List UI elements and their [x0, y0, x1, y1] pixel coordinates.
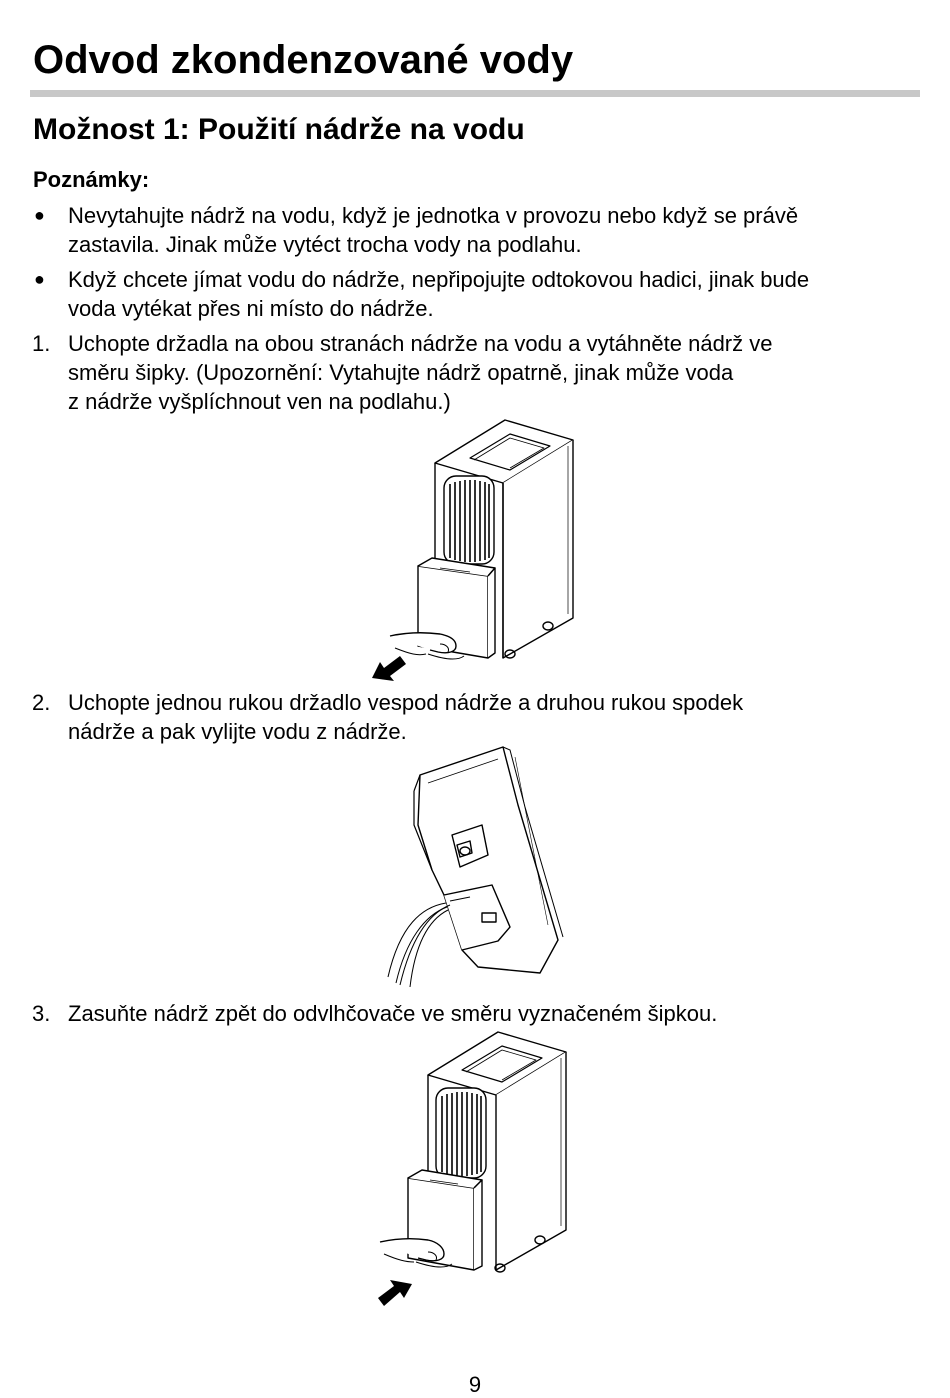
bullet-icon: ● — [34, 269, 45, 289]
notes-label: Poznámky: — [33, 167, 150, 192]
step-item — [30, 329, 930, 416]
note-line: zastavila. Jinak může vytéct trocha vody na podlahu. — [68, 232, 582, 257]
step-number: 2. — [32, 690, 51, 715]
note-line: Nevytahujte nádrž na vodu, když je jednotka v provozu nebo když se právě — [68, 203, 799, 228]
page-number: 9 — [468, 1372, 482, 1397]
step-line: Zasuňte nádrž zpět do odvlhčovače ve směru vyznačeném šipkou. — [68, 1001, 718, 1026]
note-item — [30, 265, 930, 323]
step-line: Uchopte držadla na obou stranách nádrže na vodu a vytáhněte nádrž ve — [68, 331, 773, 356]
title-divider — [30, 90, 920, 97]
step-line: z nádrže vyšplíchnout ven na podlahu.) — [68, 389, 451, 414]
note-line: voda vytékat přes ni místo do nádrže. — [68, 296, 434, 321]
figure-pour-water — [370, 745, 570, 990]
step-number: 3. — [32, 1001, 51, 1026]
figure-pull-out-tank — [360, 418, 590, 683]
bullet-icon: ● — [34, 205, 45, 225]
note-item — [30, 201, 930, 259]
step-line: směru šipky. (Upozornění: Vytahujte nádrž opatrně, jinak může voda — [68, 360, 734, 385]
grille-icon — [444, 476, 494, 564]
step-line: nádrže a pak vylijte vodu z nádrže. — [68, 719, 407, 744]
step-item — [30, 688, 930, 746]
figure-insert-tank — [370, 1030, 580, 1310]
section-heading: Možnost 1: Použití nádrže na vodu — [33, 113, 525, 146]
note-line: Když chcete jímat vodu do nádrže, nepřipojujte odtokovou hadici, jinak bude — [68, 267, 810, 292]
grille-icon — [436, 1088, 486, 1178]
step-item — [30, 999, 930, 1028]
page-title: Odvod zkondenzované vody — [33, 38, 574, 82]
step-line: Uchopte jednou rukou držadlo vespod nádrže a druhou rukou spodek — [68, 690, 744, 715]
step-number: 1. — [32, 331, 51, 356]
